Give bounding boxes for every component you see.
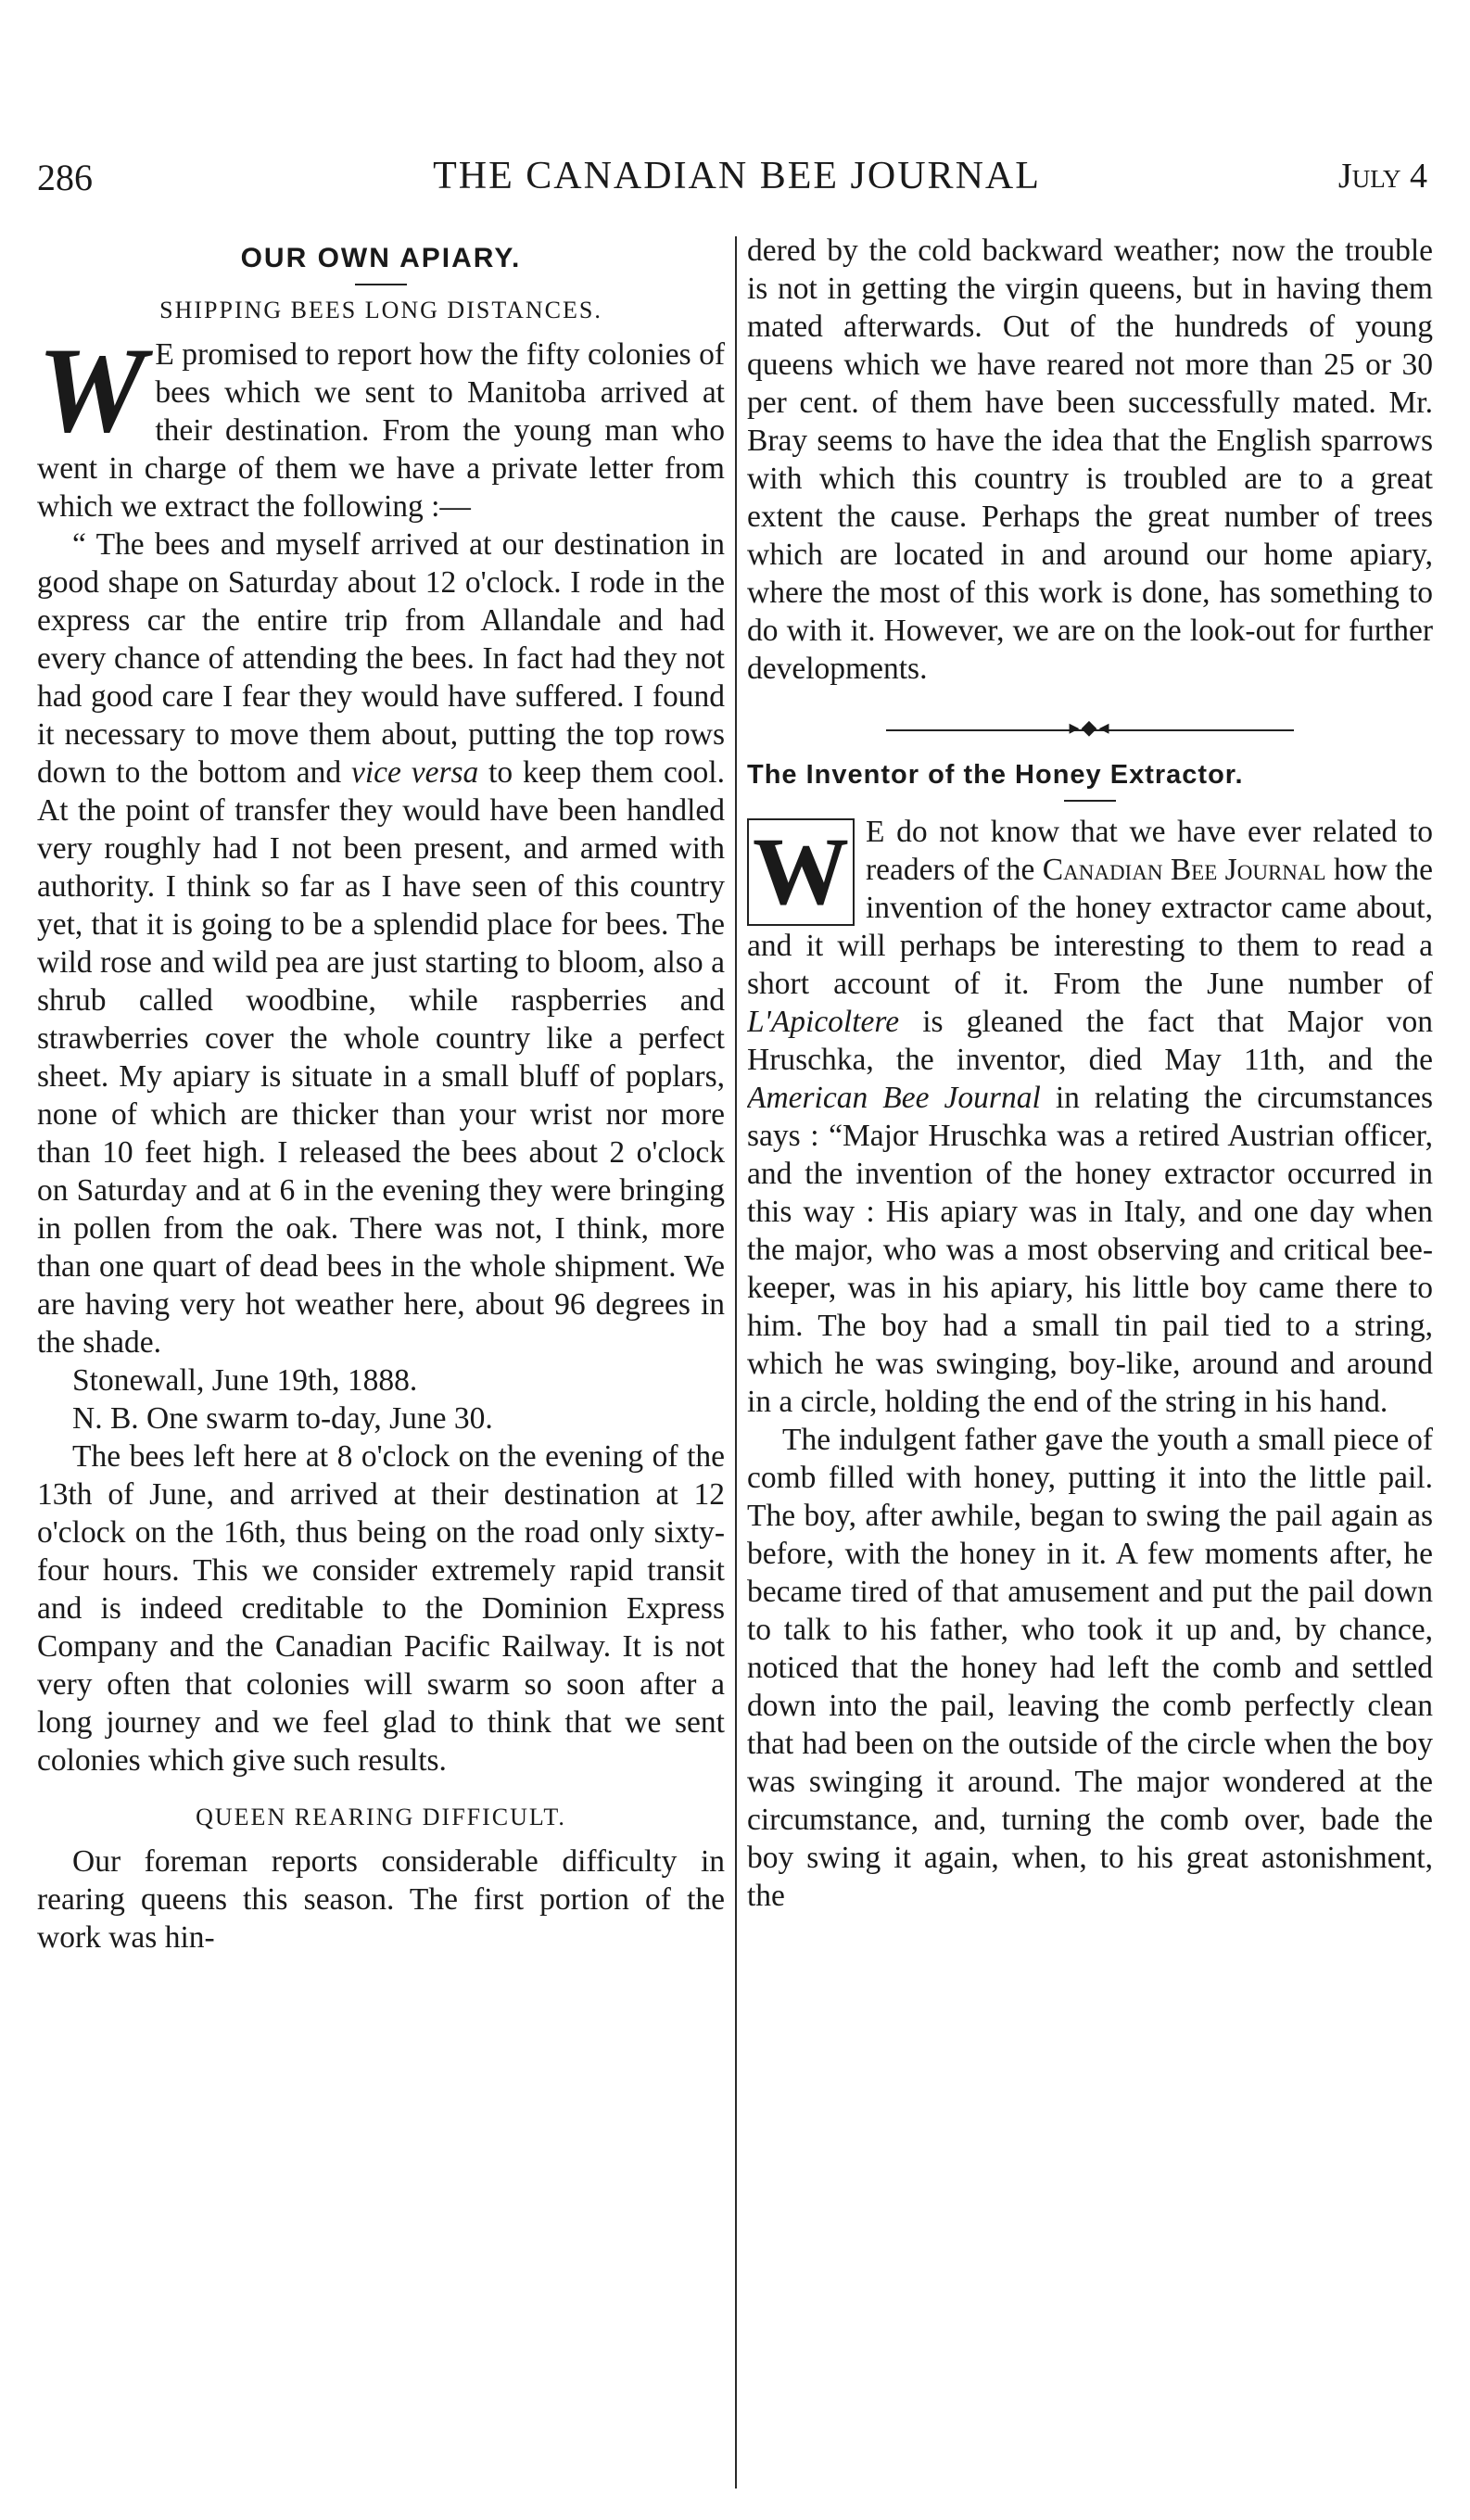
title-rule-right: [1064, 800, 1116, 802]
paragraph-letter: [37, 526, 725, 1361]
page-number: 286: [37, 157, 93, 198]
running-head: [37, 148, 1437, 213]
right-column: [747, 232, 1433, 2493]
subhead-queen-rearing: QUEEN REARING DIFFICULT.: [196, 1804, 566, 1830]
paragraph-queen-continued: dered by the cold backward weather; now the trouble is not in getting the virgin queens, but in having them mated afterwards. Out of the hundreds of young queens which we have reared not more than 25 or 30 per cent. of them have been successfully mated. Mr. Bray seems to have the idea that the English sparrows with which this country is troubled are to a great extent the cause. Perhaps the great number of trees which are located in and around our home apiary, where the most of this work is done, has something to do with it. However, we are on the look-out for further developments.: [747, 234, 1433, 686]
paragraph-queen-rearing: Our foreman reports considerable difficulty in rearing queens this season. The first portion of the work was hin-: [37, 1844, 725, 1955]
article-honey-extractor: [747, 813, 1433, 1421]
section-title-honey-extractor: The Inventor of the Honey Extractor.: [747, 760, 1244, 790]
letter-text-a: “ The bees and myself arrived at our destination in good shape on Saturday about 12 o'clock. I rode in the express car the entire trip from Allandale and had every chance of attending the bees. In fact had they not had good care I fear they would have suffered. I found it necessary to move them about, putting the top rows down to the bottom and: [37, 527, 725, 790]
divider-ornament-icon: ▸◆◂: [1069, 715, 1111, 739]
section-title-our-own-apiary: OUR OWN APIARY.: [240, 243, 522, 273]
column-divider: [735, 236, 737, 2488]
letter-text-b: to keep them cool. At the point of transfer they would have been handled very roughly had I not been present, and armed with authority. I think so far as I have seen of this country yet, that it is going to be a splendid place for bees. The wild rose and wild pea are just starting to bloom, also a shrub called woodbine, while raspberries and strawberries cover the whole country like a perfect sheet. My apiary is situate in a small bluff of poplars, none of which are thicker than your wrist nor more than 10 feet high. I released the bees about 2 o'clock on Saturday and at 6 in the evening they were bringing in pollen from the oak. There was not, I think, more than one quart of dead bees in the whole shipment. We are having very hot weather here, about 96 degrees in the shade.: [37, 755, 725, 1360]
inventor-text-d: in relating the circumstances says : “Major Hruschka was a retired Austrian officer, and the invention of the honey extractor occurred in this way : His apiary was in Italy, and one day when the major, who was a most observing and critical bee-keeper, was in his apiary, his little boy came there to him. The boy had a small tin pail tied to a string, which he was swinging, boy-like, around and around in a circle, holding the end of the string in his hand.: [747, 1081, 1433, 1419]
letter-italic-vice-versa: vice versa: [350, 755, 479, 790]
ornamental-dropcap-letter: W: [753, 818, 849, 925]
italic-american-bee-journal: American Bee Journal: [747, 1081, 1041, 1115]
inventor-text-c: is gleaned the fact that Major von Hruschka, the inventor, died May 11th, and the: [747, 1005, 1433, 1077]
title-rule: [355, 284, 407, 285]
paragraph-transit: The bees left here at 8 o'clock on the evening of the 13th of June, and arrived at their destination at 12 o'clock on the 16th, thus being on the road only sixty-four hours. This we consider extremely rapid transit and is indeed creditable to the Dominion Express Company and the Canadian Pacific Railway. It is not very often that colonies will swarm so soon after a long journey and we feel glad to think that we sent colonies which give such results.: [37, 1439, 725, 1778]
dropcap-letter: W: [37, 322, 146, 458]
ornamental-dropcap: [747, 818, 855, 926]
inventor-text-b: how the invention of the honey extractor came about, and it will perhaps be interesting to them to read a short account of it. From the June number of: [747, 853, 1433, 1001]
paragraph-indulgent-father: The indulgent father gave the youth a small piece of comb filled with honey, putting it into the little pail. The boy, after awhile, began to swing the pail again as before, with the honey in it. A few moments after, he became tired of that amusement and put the pail down to talk to his father, who took it up and, by chance, noticed that the honey had left the comb and settled down into the pail, leaving the comb perfectly clean that had been on the outside of the circle when the boy was swinging it around. The major wondered at the circumstance, and, turning the comb over, bade the boy swing it again, when, to his great astonishment, the: [747, 1423, 1433, 1913]
ornamental-divider: [747, 715, 1433, 741]
paragraph-intro-text: E promised to report how the fifty colonies of bees which we sent to Manitoba arrived at their destination. From the young man who went in charge of them we have a private letter from which we extract the following :—: [37, 337, 725, 524]
letter-postscript: N. B. One swarm to-day, June 30.: [72, 1401, 493, 1436]
letter-signature: Stonewall, June 19th, 1888.: [72, 1363, 418, 1398]
inventor-text-a: E do not know that we have ever related to readers of the: [866, 815, 1433, 887]
left-column: [37, 232, 725, 2493]
issue-date: July 4: [1337, 157, 1427, 196]
subhead-shipping-bees: SHIPPING BEES LONG DISTANCES.: [159, 297, 602, 323]
article-shipping-bees: [37, 322, 725, 526]
journal-name-smallcaps: Canadian Bee Journal: [1042, 853, 1326, 887]
journal-title: THE CANADIAN BEE JOURNAL: [433, 155, 1041, 197]
italic-lapicoltere: L'Apicoltere: [747, 1005, 900, 1039]
